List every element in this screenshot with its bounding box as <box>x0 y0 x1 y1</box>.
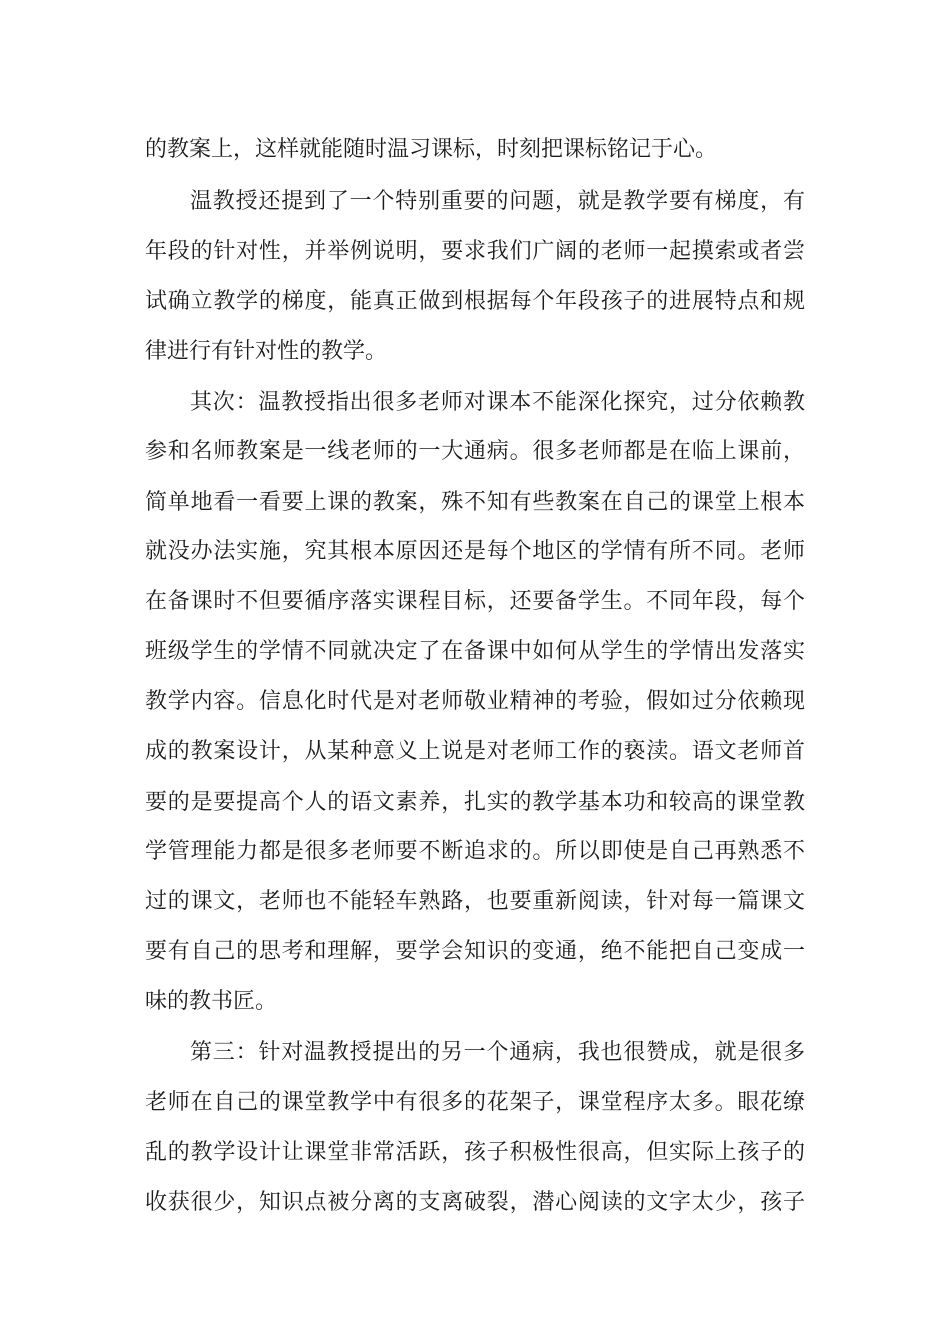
text-line: 要有自己的思考和理解，要学会知识的变通，绝不能把自己变成一 <box>145 939 805 964</box>
text-line: 味的教书匠。 <box>145 989 278 1014</box>
text-line: 律进行有针对性的教学。 <box>145 339 388 364</box>
text-line: 简单地看一看要上课的教案，殊不知有些教案在自己的课堂上根本 <box>145 490 805 515</box>
text-line: 年段的针对性，并举例说明，要求我们广阔的老师一起摸索或者尝 <box>145 239 805 264</box>
paragraph-first-line: 温教授还提到了一个特别重要的问题，就是教学要有梯度，有 <box>190 189 805 214</box>
text-line: 老师在自己的课堂教学中有很多的花架子，课堂程序太多。眼花缭 <box>145 1090 805 1115</box>
text-line: 就没办法实施，究其根本原因还是每个地区的学情有所不同。老师 <box>145 539 805 564</box>
text-line: 收获很少，知识点被分离的支离破裂，潜心阅读的文字太少，孩子 <box>145 1190 805 1215</box>
text-line: 参和名师教案是一线老师的一大通病。很多老师都是在临上课前， <box>145 439 805 464</box>
text-line: 学管理能力都是很多老师要不断追求的。所以即使是自己再熟悉不 <box>145 839 805 864</box>
text-line: 教学内容。信息化时代是对老师敬业精神的考验，假如过分依赖现 <box>145 689 805 714</box>
text-line: 要的是要提高个人的语文素养，扎实的教学基本功和较高的课堂教 <box>145 790 805 815</box>
paragraph-first-line: 其次：温教授指出很多老师对课本不能深化探究，过分依赖教 <box>190 390 805 415</box>
text-line: 乱的教学设计让课堂非常活跃，孩子积极性很高，但实际上孩子的 <box>145 1140 805 1165</box>
text-line: 班级学生的学情不同就决定了在备课中如何从学生的学情出发落实 <box>145 639 805 664</box>
paragraph-first-line: 第三：针对温教授提出的另一个通病，我也很赞成，就是很多 <box>190 1040 805 1065</box>
text-line: 过的课文，老师也不能轻车熟路，也要重新阅读，针对每一篇课文 <box>145 889 805 914</box>
text-line: 在备课时不但要循序落实课程目标，还要备学生。不同年段，每个 <box>145 589 805 614</box>
text-line: 的教案上，这样就能随时温习课标，时刻把课标铭记于心。 <box>145 137 718 162</box>
text-line: 试确立教学的梯度，能真正做到根据每个年段孩子的进展特点和规 <box>145 289 805 314</box>
text-line: 成的教案设计，从某种意义上说是对老师工作的亵渎。语文老师首 <box>145 739 805 764</box>
